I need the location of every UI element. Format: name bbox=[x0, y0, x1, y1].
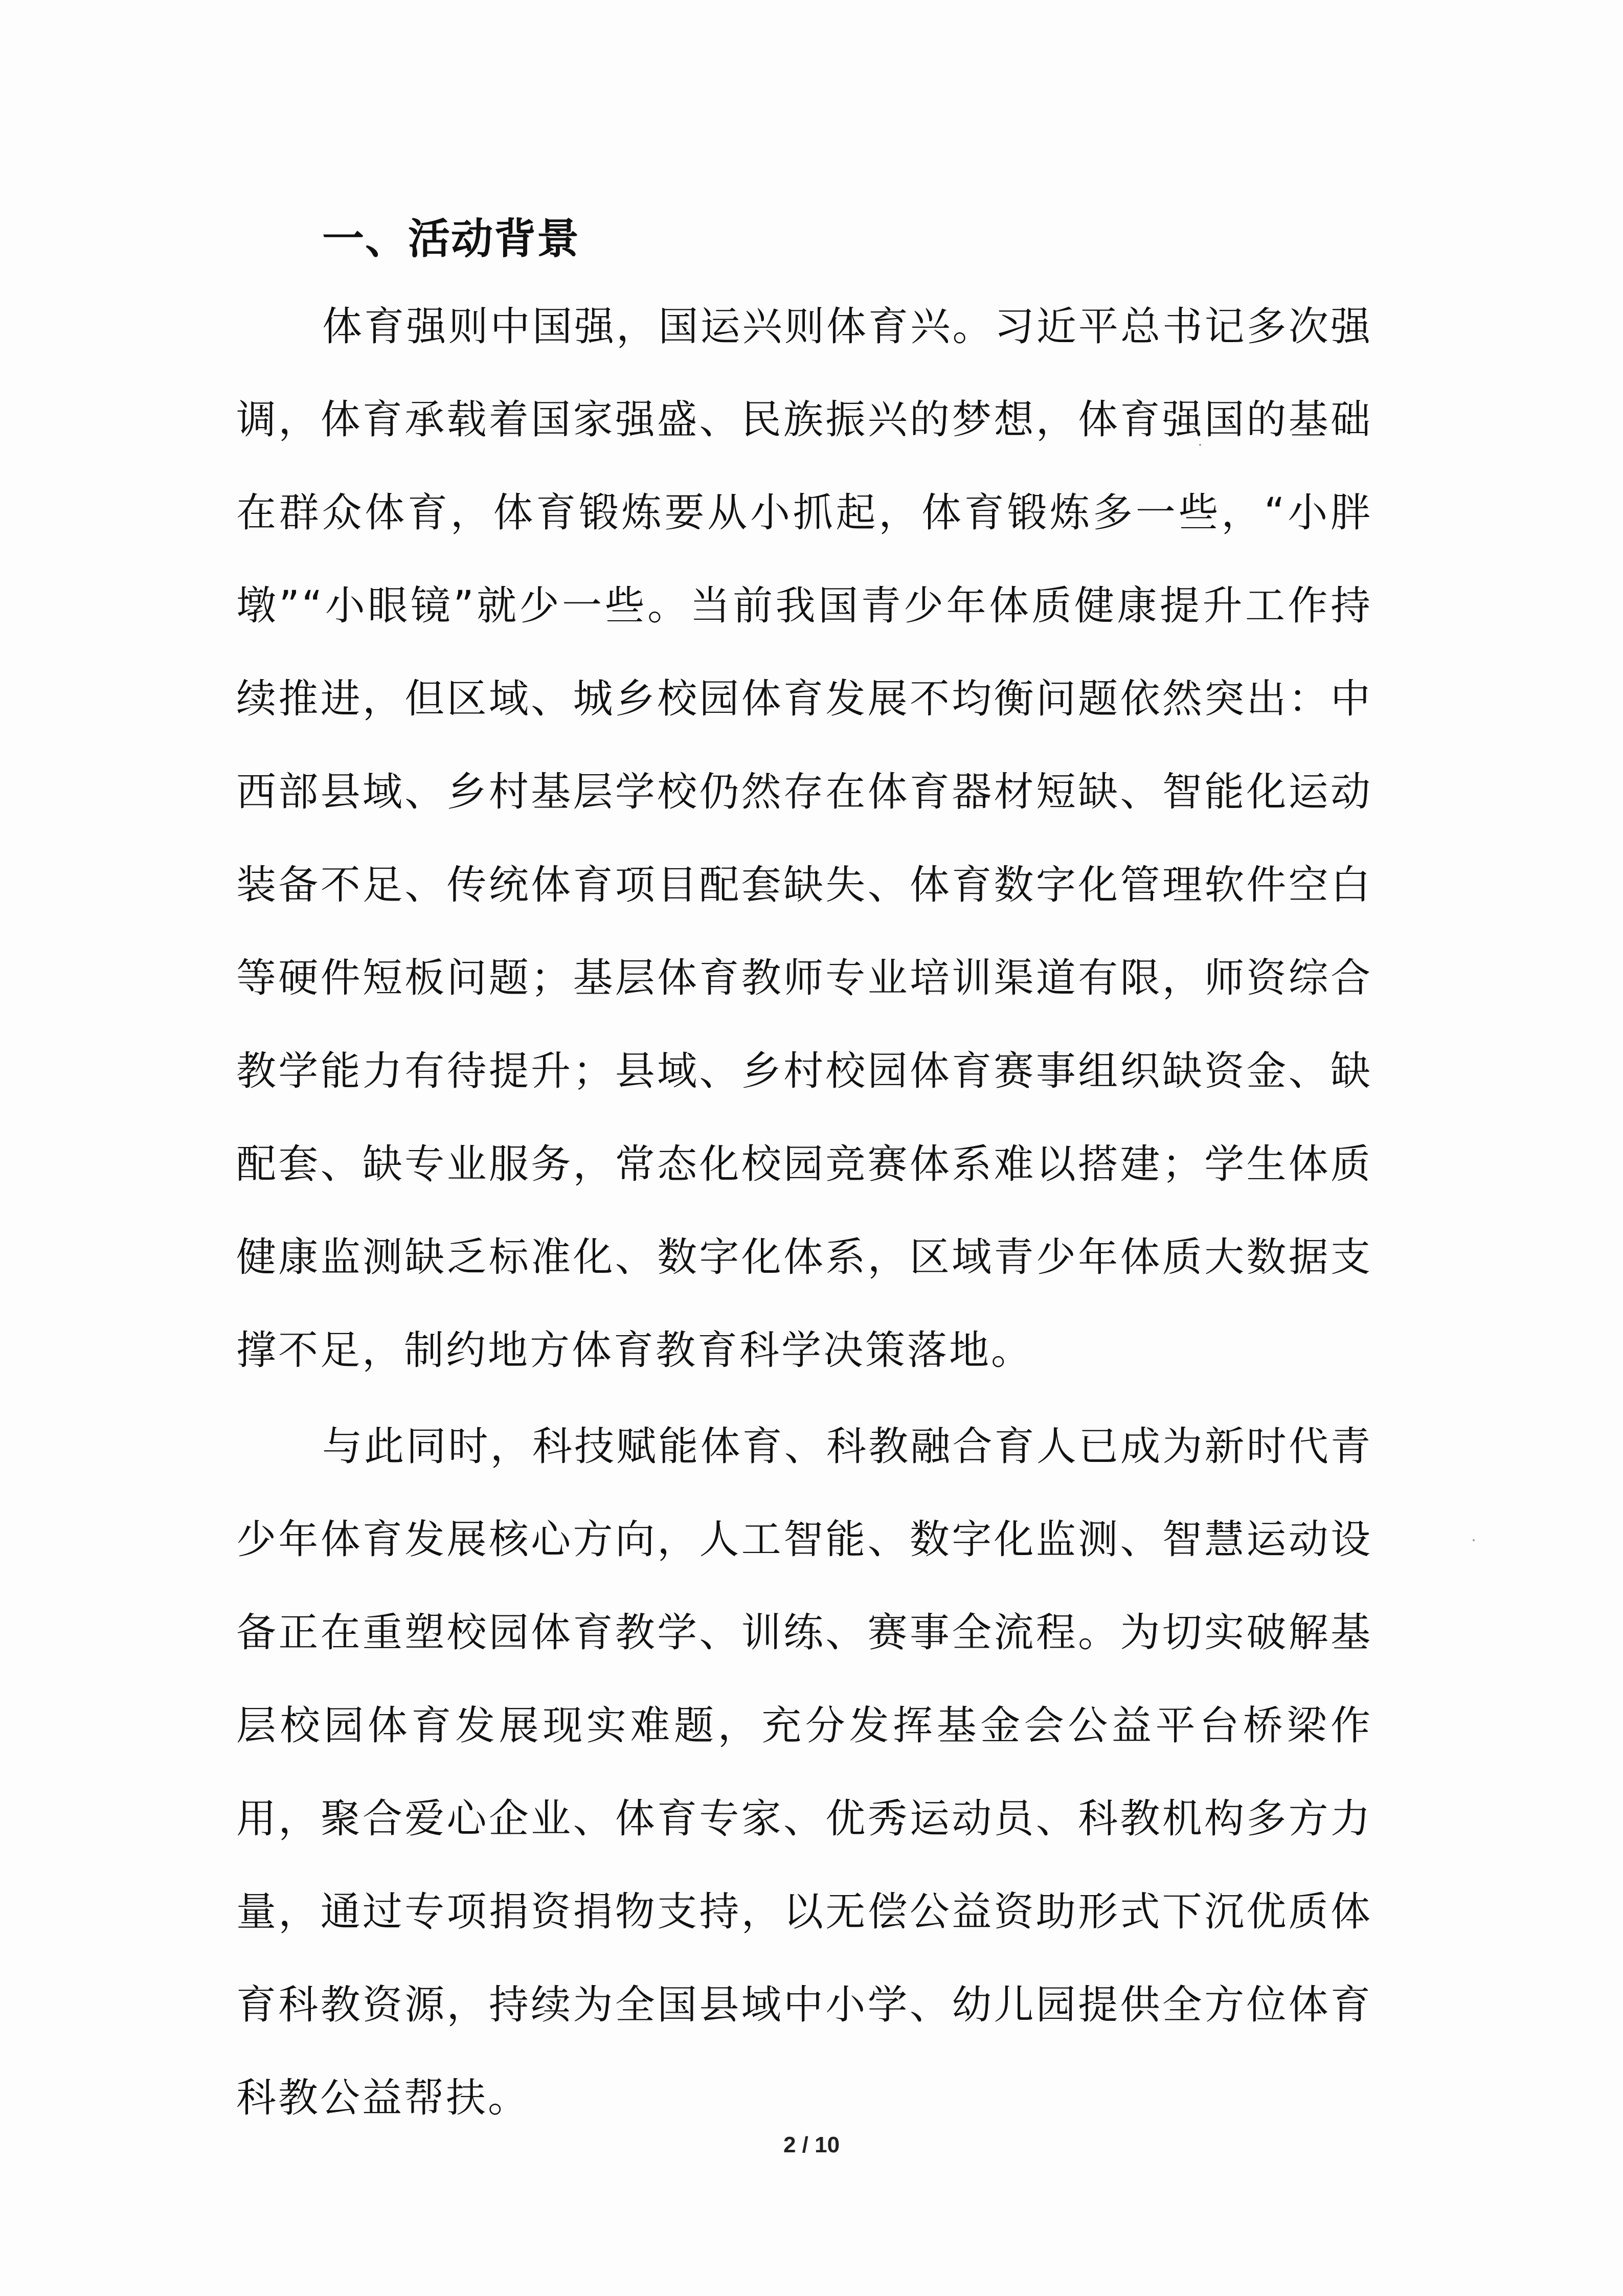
scan-speck bbox=[1473, 1539, 1475, 1541]
scan-speck bbox=[1199, 444, 1201, 446]
paragraph-background: 体育强则中国强，国运兴则体育兴。习近平总书记多次强调，体育承载着国家强盛、民族振兴的梦想，体育强国的基础在群众体育，体育锻炼要从小抓起，体育锻炼多一些，“小胖墩”“小眼镜”就少一些。当前我国青少年体质健康提升工作持续推进，但区域、城乡校园体育发展不均衡问题依然突出：中西部县域、乡村基层学校仍然存在体育器材短缺、智能化运动装备不足、传统体育项目配套缺失、体育数字化管理软件空白等硬件短板问题；基层体育教师专业培训渠道有限，师资综合教学能力有待提升；县域、乡村校园体育赛事组织缺资金、缺配套、缺专业服务，常态化校园竞赛体系难以搭建；学生体质健康监测缺乏标准化、数字化体系，区域青少年体质大数据支撑不足，制约地方体育教育科学决策落地。 bbox=[236, 304, 1372, 1374]
section-heading: 一、活动背景 bbox=[322, 215, 580, 263]
paragraph-meanwhile: 与此同时，科技赋能体育、科教融合育人已成为新时代青少年体育发展核心方向，人工智能、数字化监测、智慧运动设备正在重塑校园体育教学、训练、赛事全流程。为切实破解基层校园体育发展现实难题，充分发挥基金会公益平台桥梁作用，聚合爱心企业、体育专家、优秀运动员、科教机构多方力量，通过专项捐资捐物支持，以无偿公益资助形式下沉优质体育科教资源，持续为全国县域中小学、幼儿园提供全方位体育科教公益帮扶。 bbox=[236, 1424, 1372, 2121]
document-body bbox=[236, 198, 1372, 2145]
page-number: 2 / 10 bbox=[783, 2132, 840, 2157]
